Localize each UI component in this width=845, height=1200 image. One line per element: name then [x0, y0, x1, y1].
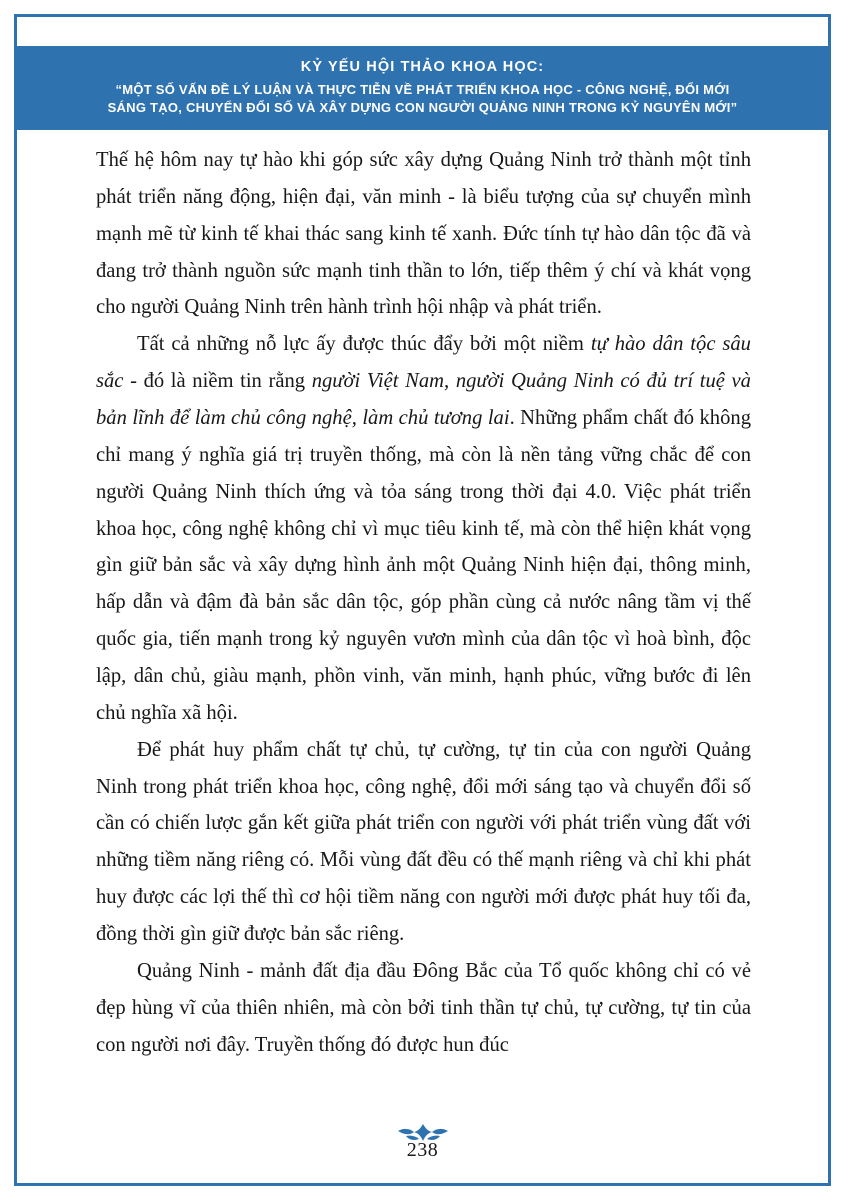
page-inner [14, 14, 831, 1186]
paragraph-3: Để phát huy phẩm chất tự chủ, tự cường, tự tin của con người Quảng Ninh trong phát triển khoa học, công nghệ, đổi mới sáng tạo và chuyển đổi số cần có chiến lược gắn kết giữa phát triển con người với phát triển vùng đất với những tiềm năng riêng có. Mỗi vùng đất đều có thế mạnh riêng và chỉ khi phát huy được các lợi thế thì cơ hội tiềm năng con người mới được phát huy tối đa, đồng thời gìn giữ được bản sắc riêng. [96, 738, 751, 946]
emphasis-text: người Việt Nam, người Quảng Ninh có đủ trí tuệ và bản lĩnh để làm chủ công nghệ, làm chủ tương lai [96, 370, 751, 430]
header-title-line-2: “MỘT SỐ VẤN ĐỀ LÝ LUẬN VÀ THỰC TIỄN VỀ PHÁT TRIỂN KHOA HỌC - CÔNG NGHỆ, ĐỔI MỚI [115, 81, 730, 97]
header-title-line-1: KỶ YẾU HỘI THẢO KHOA HỌC: [300, 59, 545, 75]
header-title-line-3: SÁNG TẠO, CHUYỂN ĐỔI SỐ VÀ XÂY DỰNG CON NGƯỜI QUẢNG NINH TRONG KỶ NGUYÊN MỚI” [107, 100, 738, 116]
header-banner [14, 46, 831, 130]
page-footer [14, 1121, 831, 1162]
paragraph-1: Thế hệ hôm nay tự hào khi góp sức xây dựng Quảng Ninh trở thành một tỉnh phát triển năng động, hiện đại, văn minh - là biểu tượng của sự chuyển mình mạnh mẽ từ kinh tế khai thác sang kinh tế xanh. Đức tính tự hào dân tộc đã và đang trở thành nguồn sức mạnh tinh thần to lớn, tiếp thêm ý chí và khát vọng cho người Quảng Ninh trên hành trình hội nhập và phát triển. [96, 149, 751, 319]
paragraph-2: Tất cả những nỗ lực ấy được thúc đẩy bởi một niềm tự hào dân tộc sâu sắc - đó là niềm tin rằng người Việt Nam, người Quảng Ninh có đủ trí tuệ và bản lĩnh để làm chủ công nghệ, làm chủ tương lai. Những phẩm chất đó không chỉ mang ý nghĩa giá trị truyền thống, mà còn là nền tảng vững chắc để con người Quảng Ninh thích ứng và tỏa sáng trong thời đại 4.0. Việc phát triển khoa học, công nghệ không chỉ vì mục tiêu kinh tế, mà còn thể hiện khát vọng gìn giữ bản sắc và xây dựng hình ảnh một Quảng Ninh hiện đại, thông minh, hấp dẫn và đậm đà bản sắc dân tộc, góp phần cùng cả nước nâng tầm vị thế quốc gia, tiến mạnh trong kỷ nguyên vươn mình của dân tộc vì hoà bình, độc lập, dân chủ, giàu mạnh, phồn vinh, văn minh, hạnh phúc, vững bước đi lên chủ nghĩa xã hội. [96, 333, 751, 724]
paragraph-4: Quảng Ninh - mảnh đất địa đầu Đông Bắc của Tổ quốc không chỉ có vẻ đẹp hùng vĩ của thiên nhiên, mà còn bởi tinh thần tự chủ, tự cường, tự tin của con người nơi đây. Truyền thống đó được hun đúc [96, 959, 751, 1056]
page-number: 238 [406, 1139, 439, 1161]
body-text-column [96, 142, 751, 1063]
emphasis-text: tự hào dân tộc sâu sắc [96, 333, 751, 393]
